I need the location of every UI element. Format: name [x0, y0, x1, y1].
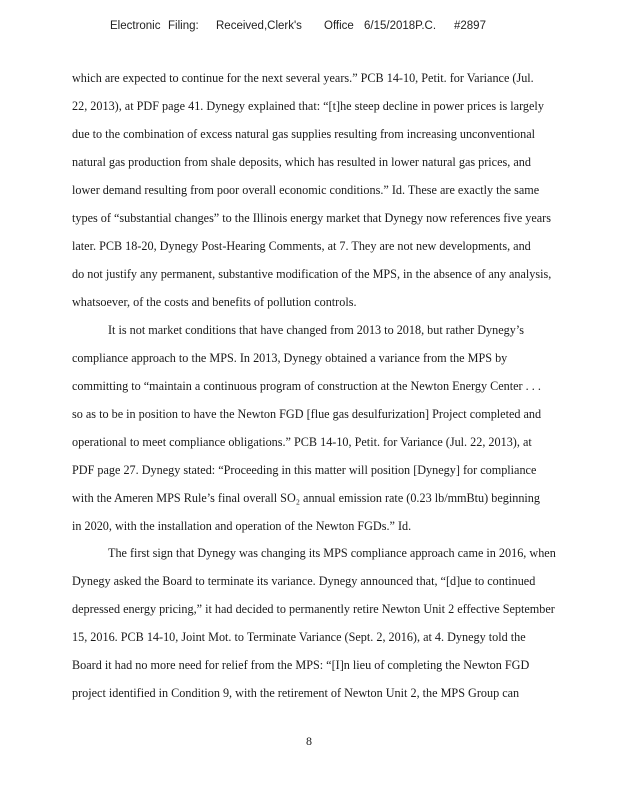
body-line-22: Board it had no more need for relief from the MPS: “[I]n lieu of completing the Newton FGD [72, 658, 530, 672]
body-line-10: It is not market conditions that have changed from 2013 to 2018, but rather Dynegy’s [108, 323, 524, 337]
body-line-13: so as to be in position to have the Newton FGD [flue gas desulfurization] Project completed and [72, 407, 542, 421]
filing-header [110, 20, 486, 32]
body-line-1: which are expected to continue for the next several years.” PCB 14-10, Petit. for Variance (Jul. [72, 71, 534, 85]
header-received: Received,Clerk's [216, 20, 302, 32]
body-line-5: lower demand resulting from poor overall economic conditions.” Id. These are exactly the same [72, 183, 540, 197]
body-line-2: 22, 2013), at PDF page 41. Dynegy explained that: “[t]he steep decline in power prices is largely [72, 99, 544, 113]
header-electronic: Electronic [110, 20, 161, 32]
body-line-4: natural gas production from shale deposits, which has resulted in lower natural gas prices, and [72, 155, 531, 169]
body-line-3: due to the combination of excess natural gas supplies resulting from increasing unconventional [72, 127, 536, 141]
body-line-14: operational to meet compliance obligations.” PCB 14-10, Petit. for Variance (Jul. 22, 2013), at [72, 435, 532, 449]
body-line-12: committing to “maintain a continuous program of construction at the Newton Energy Center . . . [72, 379, 541, 393]
body-line-23: project identified in Condition 9, with the retirement of Newton Unit 2, the MPS Group can [72, 686, 520, 700]
body-line-15: PDF page 27. Dynegy stated: “Proceeding in this matter will position [Dynegy] for compliance [72, 463, 537, 477]
body-line-20: depressed energy pricing,” it had decided to permanently retire Newton Unit 2 effective September [72, 602, 555, 616]
body-line-19: Dynegy asked the Board to terminate its variance. Dynegy announced that, “[d]ue to continued [72, 574, 536, 588]
body-line-6: types of “substantial changes” to the Illinois energy market that Dynegy now references five years [72, 211, 551, 225]
header-office: Office [324, 20, 354, 32]
header-date: 6/15/2018P.C. [364, 20, 437, 32]
page-number: 8 [306, 734, 312, 748]
body-line-7: later. PCB 18-20, Dynegy Post-Hearing Comments, at 7. They are not new developments, and [72, 239, 531, 253]
body-line-16: with the Ameren MPS Rule’s final overall SO₂ annual emission rate (0.23 lb/mmBtu) beginning [72, 491, 540, 505]
header-number: #2897 [454, 20, 486, 32]
body-line-17: in 2020, with the installation and operation of the Newton FGDs.” Id. [72, 519, 412, 533]
body-line-8: do not justify any permanent, substantive modification of the MPS, in the absence of any analysis, [72, 267, 552, 281]
header-filing: Filing: [168, 20, 199, 32]
body-line-21: 15, 2016. PCB 14-10, Joint Mot. to Terminate Variance (Sept. 2, 2016), at 4. Dynegy told the [72, 630, 526, 644]
body-line-18: The first sign that Dynegy was changing its MPS compliance approach came in 2016, when [108, 546, 556, 560]
body-line-9: whatsoever, of the costs and benefits of pollution controls. [72, 295, 357, 309]
body-line-11: compliance approach to the MPS. In 2013, Dynegy obtained a variance from the MPS by [72, 351, 508, 365]
